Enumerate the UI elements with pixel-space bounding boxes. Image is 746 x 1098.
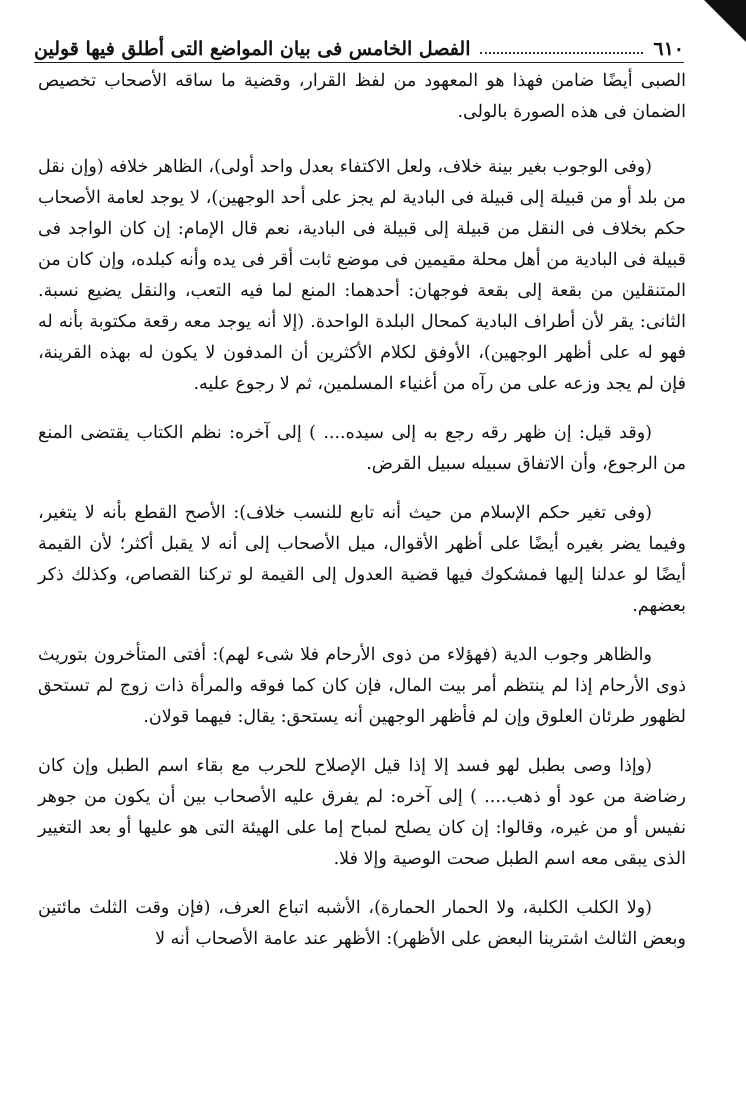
running-title: الفصل الخامس فى بيان المواضع التى أطلق فيها قولين [34,38,471,60]
page-header [34,36,684,63]
paragraph-4: (وفى تغير حكم الإسلام من حيث أنه تابع للنسب خلاف): الأصح القطع بأنه لا يتغير، وفيما يضر بغيره أيضًا على أظهر الأقوال، ميل الأصحاب إلى أنه لا يقبل أكثر؛ لأن القيمة أيضًا لو عدلنا إليها فمشكوك فيها قضية العدول إلى القيمة لو تركنا القصاص، وكذلك ذكر بعضهم. [38,503,686,616]
paragraph-3: (وقد قيل: إن ظهر رقه رجع به إلى سيده.... ) إلى آخره: نظم الكتاب يقتضى المنع من الرجوع، وأن الاتفاق سبيله سبيل القرض. [38,423,686,474]
page-number: ٦١٠ [653,38,684,60]
page-body [38,66,686,973]
page-corner-mark [704,0,746,42]
paragraph-1: الصبى أيضًا ضامن فهذا هو المعهود من لفظ القرار، وقضية ما ساقه الأصحاب تخصيص الضمان فى هذه الصورة بالولى. [38,71,686,122]
paragraph-7: (ولا الكلب الكلبة، ولا الحمار الحمارة)، الأشبه اتباع العرف، (فإن وقت الثلث مائتين وبعض الثالث اشترينا البعض على الأظهر): الأظهر عند عامة الأصحاب أنه لا [38,898,686,949]
paragraph-6: (وإذا وصى بطبل لهو فسد إلا إذا قيل الإصلاح للحرب مع بقاء اسم الطبل وإن كان رضاضة من عود أو ذهب.... ) إلى آخره: لم يفرق عليه الأصحاب بين أن يكون من جوهر نفيس أو من غيره، وقالوا: إن كان يصلح لمباح إما على الهيئة التى هو عليها أو بعد التغيير الذى يبقى معه اسم الطبل صحت الوصية وإلا فلا. [38,756,686,869]
paragraph-2: (وفى الوجوب بغير بينة خلاف، ولعل الاكتفاء بعدل واحد أولى)، الظاهر خلافه (وإن نقل من بلد أو من قبيلة إلى قبيلة فى البادية لم يجز على أحد الوجهين)، لا يوجد لعامة الأصحاب حكم بخلاف فى النقل من قبيلة إلى قبيلة فى البادية، نعم قال الإمام: إن كان الواجد فى قبيلة فى البادية من أهل محلة مقيمين فى موضع ثابت أقر فى يده وأنه كبلده، وإن كان من المتنقلين من بقعة إلى بقعة فوجهان: أحدهما: المنع لما فيه التعب، والنقل يضيع نسبة. الثانى: يقر لأن أطراف البادية كمحال البلدة الواحدة. (إلا أنه يوجد معه رقعة مكتوبة بأنه له فهو له على أظهر الوجهين)، الأوفق لكلام الأكثرين أن المدفون لا يكون له بهذه القرينة، فإن لم يجد وزعه على من رآه من أغنياء المسلمين، ثم لا رجوع عليه. [38,157,686,394]
header-dot-leader [480,44,643,54]
paragraph-5: والظاهر وجوب الدية (فهؤلاء من ذوى الأرحام فلا شىء لهم): أفتى المتأخرون بتوريث ذوى الأرحام إذا لم ينتظم أمر بيت المال، فإن كان كما فوقه والمرأة ذات زوج لم تستحق لظهور طرئان العلوق وإن لم فأظهر الوجهين أنه يستحق: يقال: فيهما قولان. [38,645,686,727]
